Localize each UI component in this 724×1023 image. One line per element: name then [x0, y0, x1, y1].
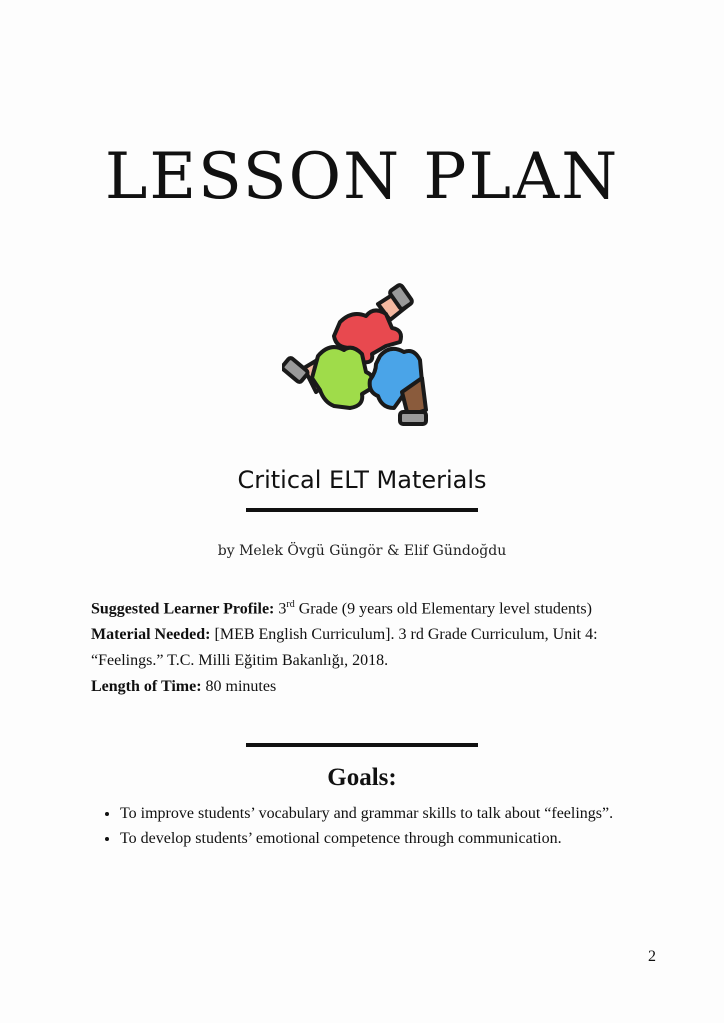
material-label: Material Needed:	[91, 626, 211, 644]
length-label: Length of Time:	[91, 678, 202, 696]
profile-label: Suggested Learner Profile:	[91, 600, 275, 618]
length-value: 80 minutes	[201, 678, 277, 696]
profile-grade-num: 3	[278, 600, 287, 618]
list-item: • To develop students’ emotional competence through communication.	[120, 826, 655, 851]
material-value: [MEB English Curriculum]. 3 rd Grade Curriculum, Unit 4: “Feelings.” T.C. Milli Eğitim Bakanlığı, 2018.	[91, 626, 598, 670]
divider-top	[246, 508, 478, 512]
puzzle-hands-icon	[282, 282, 442, 432]
subtitle: Critical ELT Materials	[237, 466, 487, 494]
profile-grade-sup: rd	[286, 599, 295, 610]
learner-profile-line	[91, 592, 651, 622]
page-title: LESSON PLAN	[104, 140, 620, 214]
material-line	[91, 622, 651, 674]
profile-rest: Grade (9 years old Elementary level students)	[294, 600, 592, 618]
list-item: • To improve students’ vocabulary and grammar skills to talk about “feelings”.	[120, 801, 655, 826]
lesson-info	[91, 592, 651, 700]
goals-list	[98, 801, 655, 851]
goals-title: Goals:	[327, 764, 397, 791]
page-number: 2	[648, 948, 656, 965]
length-line	[91, 674, 651, 700]
authors: by Melek Övgü Güngör & Elif Gündoğdu	[217, 543, 507, 559]
divider-goals	[246, 743, 478, 747]
